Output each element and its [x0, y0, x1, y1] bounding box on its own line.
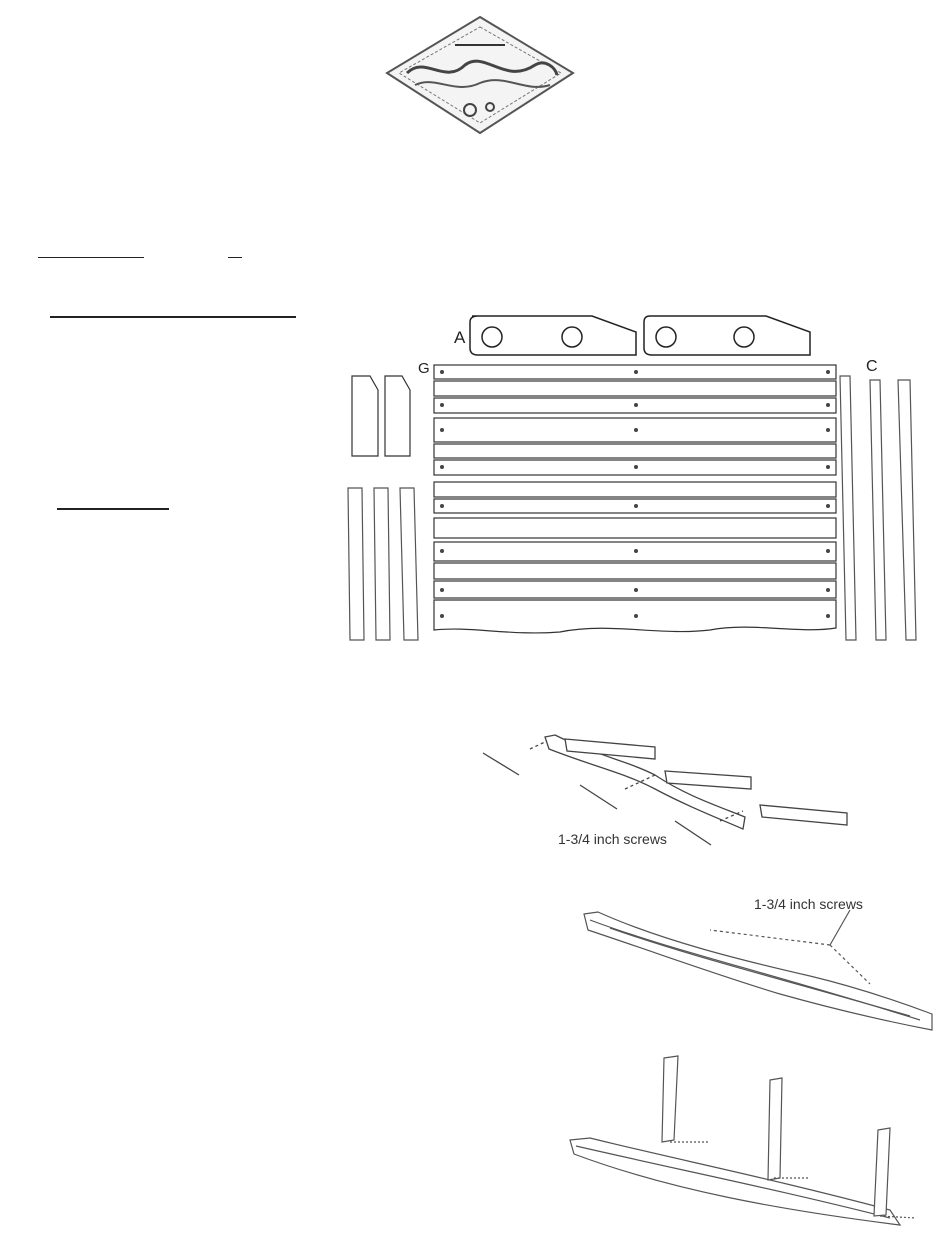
section-rule-1	[50, 316, 296, 318]
heading-rule-1	[38, 257, 144, 258]
logo	[385, 15, 575, 135]
left-legs	[348, 488, 418, 640]
step-figure-2-svg	[580, 890, 940, 1040]
right-long-parts	[840, 376, 916, 640]
label-c: C	[866, 358, 878, 375]
heading-rule-2	[228, 257, 242, 258]
step-figure-3	[560, 1050, 940, 1235]
label-g: G	[418, 360, 430, 377]
figure-2-caption: 1-3/4 inch screws	[754, 896, 863, 912]
label-a: A	[454, 328, 466, 347]
step-figure-3-svg	[560, 1050, 940, 1235]
step-figure-1	[475, 725, 855, 855]
left-small-parts	[352, 376, 410, 456]
diamond-logo-icon	[385, 15, 575, 135]
section-rule-2	[57, 508, 169, 510]
figure-1-caption: 1-3/4 inch screws	[558, 831, 667, 847]
step-figure-2	[580, 890, 940, 1040]
parts-diagram	[330, 310, 930, 650]
